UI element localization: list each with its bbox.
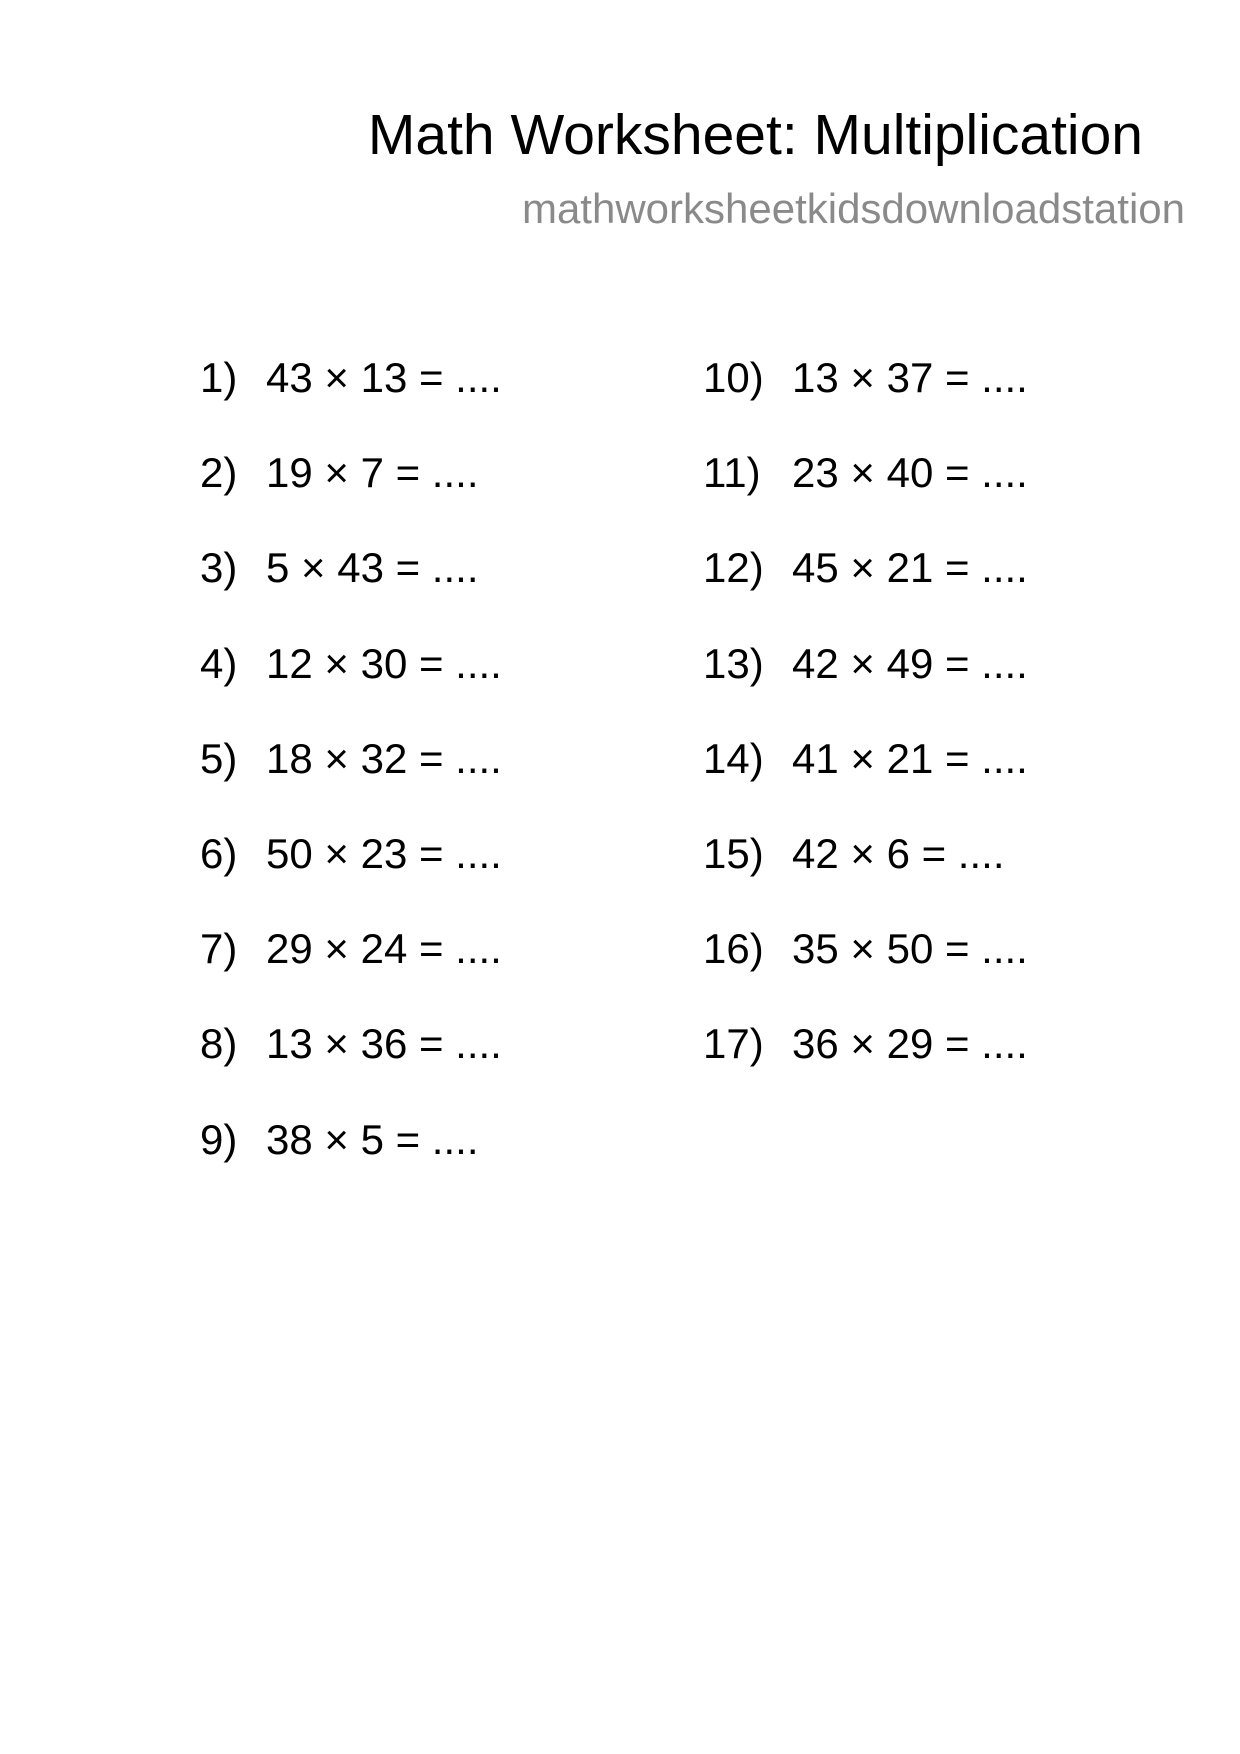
problem-number: 10): [703, 354, 764, 401]
problem-number: 17): [703, 1020, 764, 1068]
problem-item: [703, 639, 1028, 734]
problems-column-left: [200, 353, 502, 1210]
problem-item: [200, 1115, 502, 1210]
problem-expression: 42 × 6 = ....: [792, 829, 1005, 877]
problem-expression: 45 × 21 = ....: [792, 544, 1028, 592]
problem-expression: 43 × 13 = ....: [266, 354, 502, 401]
problem-item: [703, 734, 1028, 829]
problem-item: [200, 924, 502, 1019]
problem-expression: 36 × 29 = ....: [792, 1020, 1028, 1068]
problem-expression: 19 × 7 = ....: [266, 449, 479, 497]
problem-expression: 38 × 5 = ....: [266, 1115, 479, 1163]
problem-item: [703, 1019, 1028, 1114]
problem-item: [703, 353, 1028, 448]
page-title: Math Worksheet: Multiplication: [367, 103, 1143, 167]
site-name: mathworksheetkidsdownloadstation: [521, 185, 1185, 232]
problem-number: 1): [200, 354, 238, 401]
problem-expression: 23 × 40 = ....: [792, 449, 1028, 497]
problem-expression: 13 × 36 = ....: [266, 1020, 502, 1068]
problem-number: 7): [200, 925, 238, 973]
problem-expression: 29 × 24 = ....: [266, 925, 502, 973]
problem-number: 12): [703, 544, 764, 592]
problem-item: [703, 829, 1028, 924]
problem-item: [200, 639, 502, 734]
problem-expression: 50 × 23 = ....: [266, 829, 502, 877]
problem-item: [703, 924, 1028, 1019]
problem-item: [200, 543, 502, 638]
problem-expression: 42 × 49 = ....: [792, 639, 1028, 687]
problem-expression: 18 × 32 = ....: [266, 734, 502, 782]
problem-item: [703, 448, 1028, 543]
problem-expression: 35 × 50 = ....: [792, 925, 1028, 973]
problem-item: [200, 829, 502, 924]
problem-item: [200, 353, 502, 448]
problem-item: [200, 734, 502, 829]
problem-number: 14): [703, 734, 764, 782]
problem-item: [703, 543, 1028, 638]
problem-number: 4): [200, 639, 238, 687]
problem-number: 5): [200, 734, 238, 782]
problem-expression: 5 × 43 = ....: [266, 544, 479, 592]
problem-number: 6): [200, 829, 238, 877]
problem-expression: 12 × 30 = ....: [266, 639, 502, 687]
problem-number: 11): [703, 449, 761, 497]
problem-number: 13): [703, 639, 764, 687]
problem-expression: 13 × 37 = ....: [792, 354, 1028, 401]
problem-number: 8): [200, 1020, 238, 1068]
problem-number: 15): [703, 829, 764, 877]
problem-number: 16): [703, 925, 764, 973]
problem-item: [200, 1019, 502, 1114]
problem-item: [200, 448, 502, 543]
problem-number: 9): [200, 1115, 238, 1163]
problem-number: 2): [200, 449, 238, 497]
problems-column-right: [703, 353, 1028, 1115]
problem-expression: 41 × 21 = ....: [792, 734, 1028, 782]
problem-number: 3): [200, 544, 238, 592]
